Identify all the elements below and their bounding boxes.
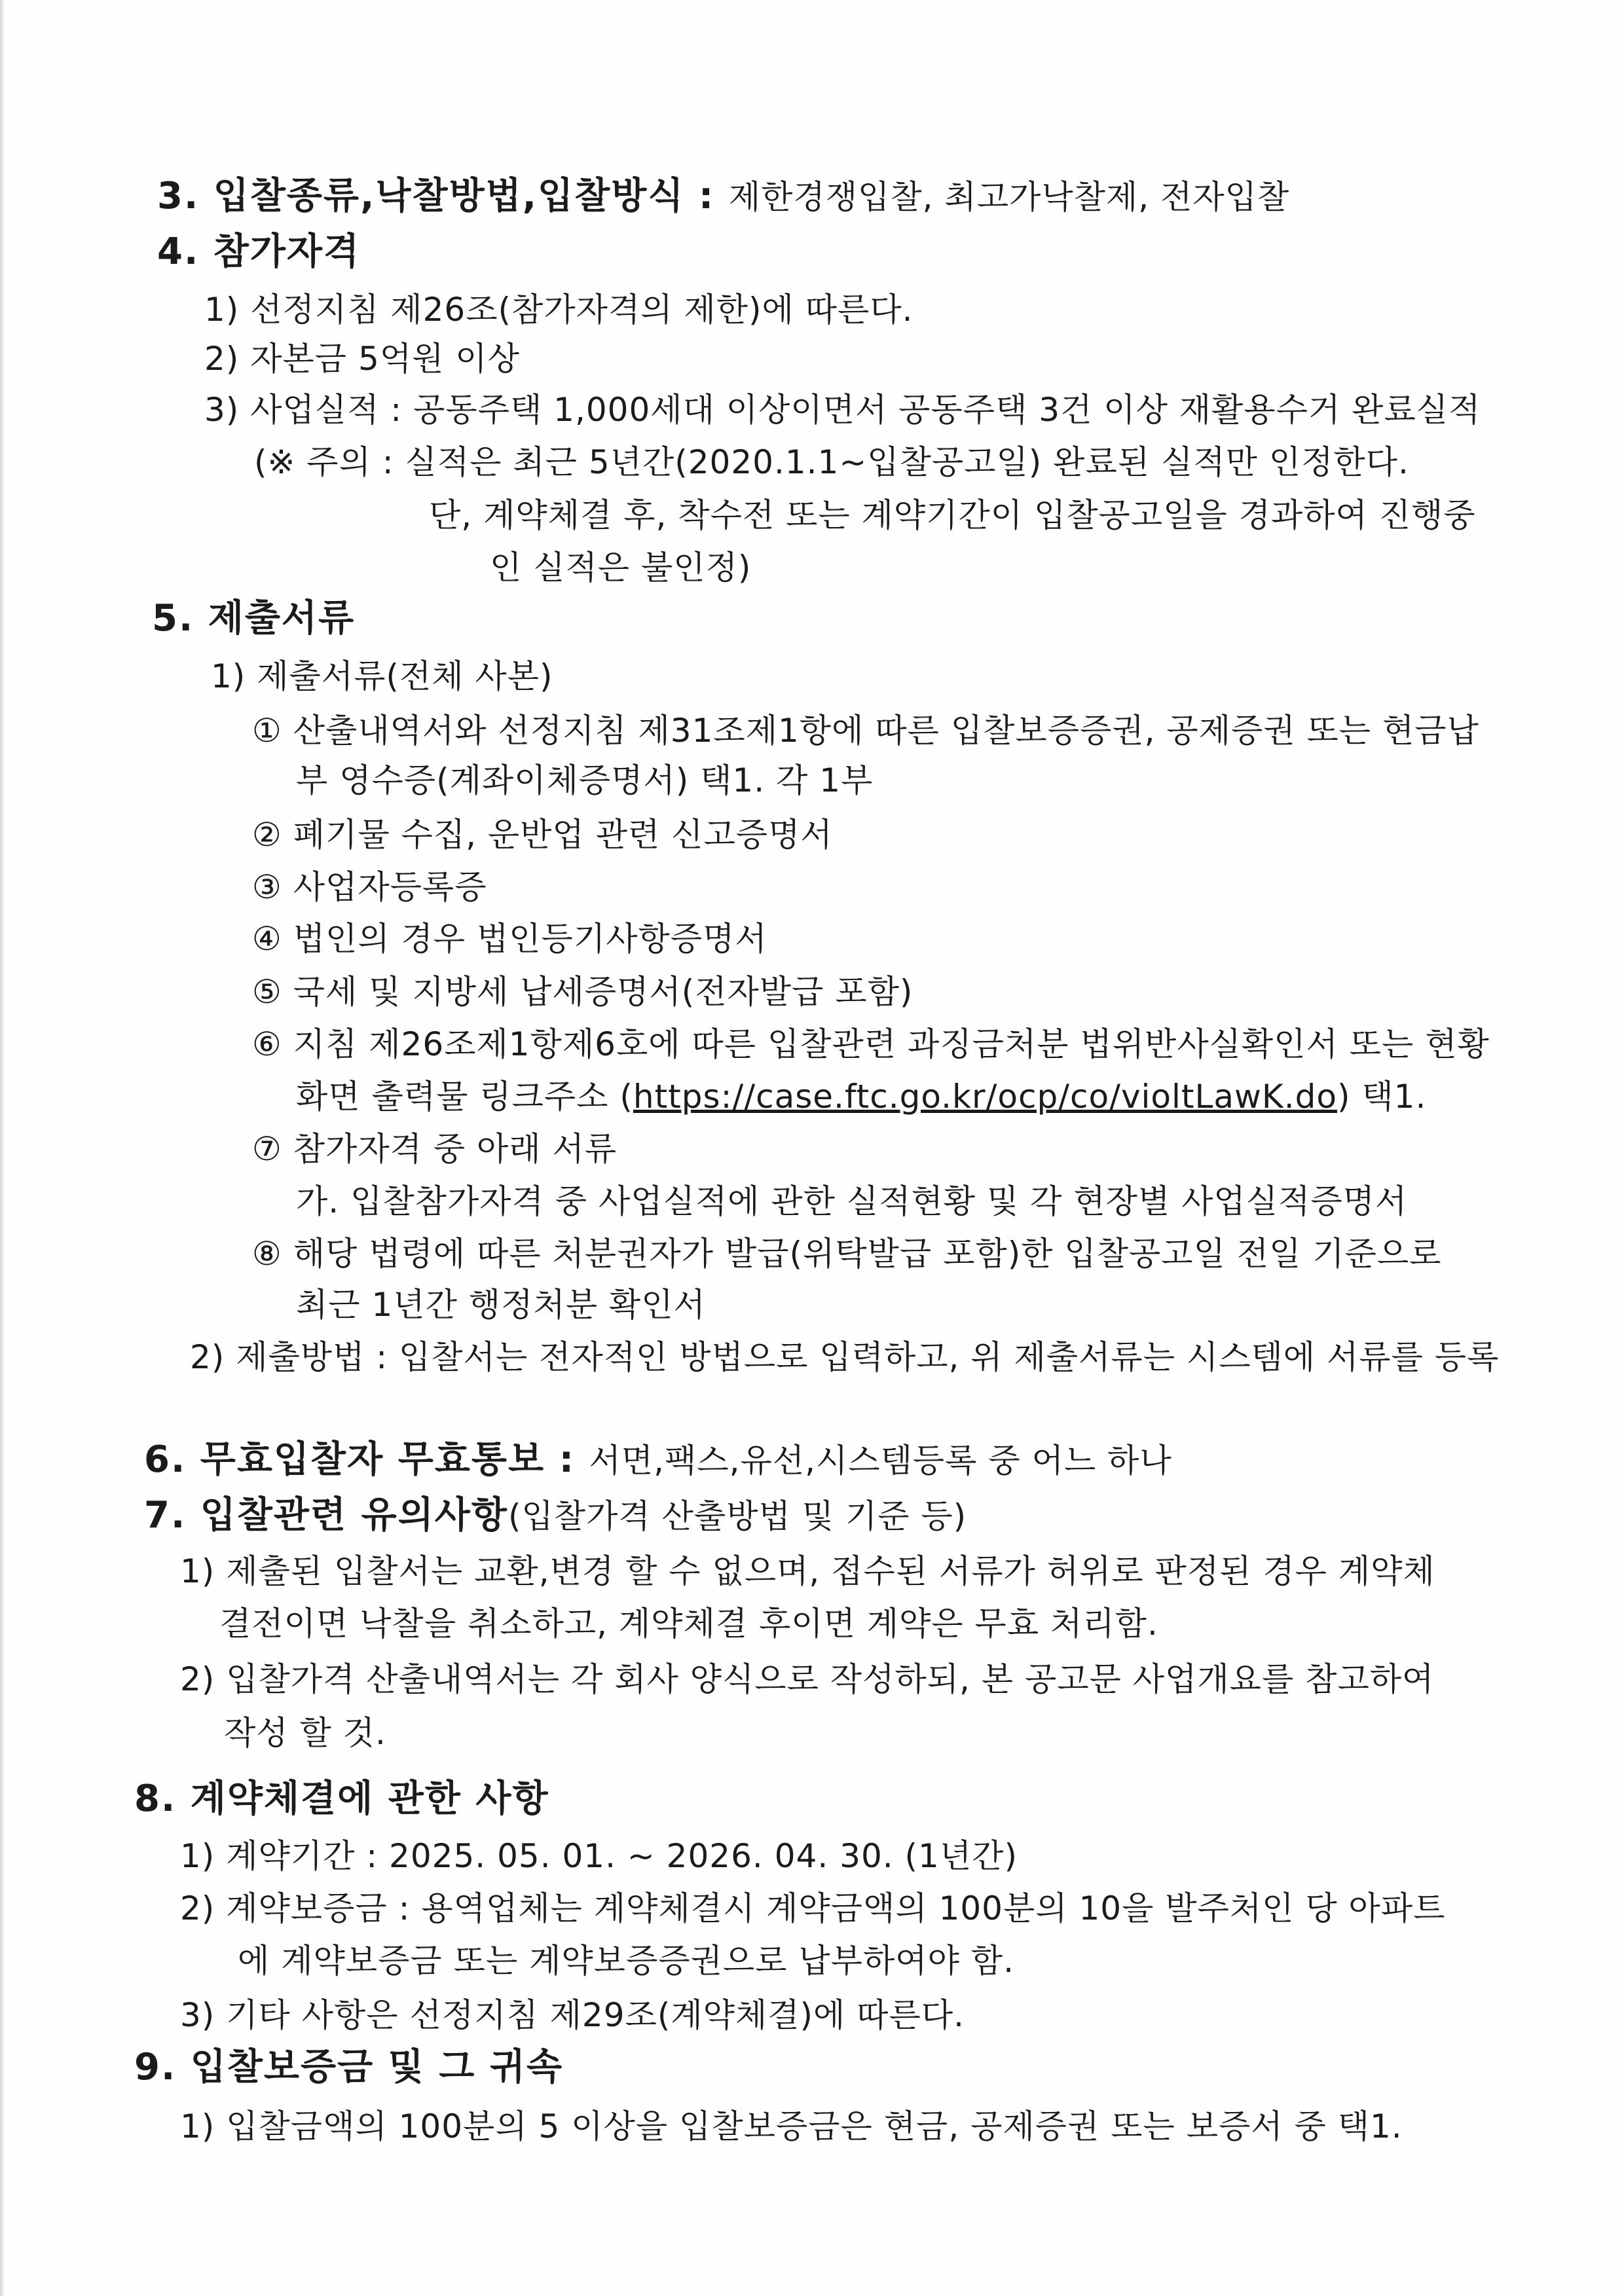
- section-6-heading: 6. 무효입찰자 무효통보 :: [144, 1438, 575, 1481]
- section-7-heading-rest: (입찰가격 산출방법 및 기준 등): [508, 1497, 967, 1535]
- ftc-violation-link[interactable]: https://case.ftc.go.kr/ocp/co/violtLawK.do: [633, 1078, 1337, 1116]
- doc-item-6-suffix: ) 택1.: [1337, 1078, 1427, 1116]
- section-6-content: 서면,팩스,유선,시스템등록 중 어느 하나: [589, 1442, 1172, 1480]
- section-8-item-3: 3) 기타 사항은 선정지침 제29조(계약체결)에 따른다.: [180, 1996, 965, 2034]
- section-7-item-2-line-2: 작성 할 것.: [224, 1714, 386, 1752]
- doc-item-8-line-2: 최근 1년간 행정처분 확인서: [296, 1286, 706, 1324]
- doc-item-6-line-1: ⑥ 지침 제26조제1항제6호에 따른 입찰관련 과징금처분 법위반사실확인서 또는 현황: [252, 1025, 1490, 1063]
- section-4-note-line-3: 인 실적은 불인정): [490, 549, 752, 587]
- section-4-item-3: [204, 390, 1521, 429]
- section-4-item-2: 2) 자본금 5억원 이상: [204, 340, 520, 378]
- section-4-item-3-text: 3) 사업실적 : 공동주택 1,000세대 이상이면서 공동주택 3건 이상 재활용수거 완료실적: [204, 391, 1481, 429]
- section-3-content: 제한경쟁입찰, 최고가낙찰제, 전자입찰: [728, 178, 1290, 216]
- doc-item-2: ② 폐기물 수집, 운반업 관련 신고증명서: [252, 816, 833, 854]
- section-7-item-1-line-2: 결전이면 낙찰을 취소하고, 계약체결 후이면 계약은 무효 처리함.: [219, 1605, 1158, 1643]
- section-5-sub-2: 2) 제출방법 : 입찰서는 전자적인 방법으로 입력하고, 위 제출서류는 시스템에 서류를 등록: [190, 1338, 1500, 1376]
- section-7-item-1-line-1: 1) 제출된 입찰서는 교환,변경 할 수 없으며, 접수된 서류가 허위로 판정된 경우 계약체: [180, 1552, 1435, 1590]
- section-3-row: [157, 177, 1289, 217]
- doc-item-5: ⑤ 국세 및 지방세 납세증명서(전자발급 포함): [252, 973, 913, 1011]
- section-8-item-2-line-2: 에 계약보증금 또는 계약보증증권으로 납부하여야 함.: [238, 1942, 1014, 1980]
- section-9-item-1: 1) 입찰금액의 100분의 5 이상을 입찰보증금은 현금, 공제증권 또는 보증서 중 택1.: [180, 2107, 1403, 2145]
- doc-item-7-sub: 가. 입찰참가자격 중 사업실적에 관한 실적현황 및 각 현장별 사업실적증명서: [296, 1182, 1408, 1220]
- doc-item-4: ④ 법인의 경우 법인등기사항증명서: [252, 920, 767, 958]
- section-7-heading: 7. 입찰관련 유의사항: [144, 1494, 508, 1537]
- doc-item-1-line-2: 부 영수증(계좌이체증명서) 택1. 각 1부: [296, 761, 874, 799]
- doc-item-1-line-1: ① 산출내역서와 선정지침 제31조제1항에 따른 입찰보증증권, 공제증권 또는 현금납: [252, 712, 1479, 750]
- doc-item-6-prefix: 화면 출력물 링크주소 (: [296, 1078, 633, 1116]
- section-4-item-1: 1) 선정지침 제26조(참가자격의 제한)에 따른다.: [204, 291, 913, 329]
- section-4-note-line-2: 단, 계약체결 후, 착수전 또는 계약기간이 입찰공고일을 경과하여 진행중: [429, 496, 1476, 534]
- section-4-heading: 4. 참가자격: [157, 230, 361, 273]
- scan-edge-shadow: [0, 0, 4, 2296]
- section-9-heading: 9. 입찰보증금 및 그 귀속: [134, 2046, 564, 2088]
- doc-item-7: ⑦ 참가자격 중 아래 서류: [252, 1130, 618, 1168]
- section-6-row: [144, 1440, 1172, 1480]
- section-8-item-1: 1) 계약기간 : 2025. 05. 01. ~ 2026. 04. 30. (1년간): [180, 1837, 1018, 1875]
- section-7-item-2-line-1: 2) 입찰가격 산출내역서는 각 회사 양식으로 작성하되, 본 공고문 사업개요를 참고하여: [180, 1660, 1435, 1698]
- section-5-heading: 5. 제출서류: [152, 597, 356, 640]
- section-8-item-2-line-1: 2) 계약보증금 : 용역업체는 계약체결시 계약금액의 100분의 10을 발주처인 당 아파트: [180, 1889, 1446, 1927]
- section-5-sub-1: 1) 제출서류(전체 사본): [211, 657, 553, 695]
- doc-item-8-line-1: ⑧ 해당 법령에 따른 처분권자가 발급(위탁발급 포함)한 입찰공고일 전일 기준으로: [252, 1235, 1442, 1273]
- section-4-note-line-1: (※ 주의 : 실적은 최근 5년간(2020.1.1~입찰공고일) 완료된 실적만 인정한다.: [254, 443, 1409, 481]
- doc-item-3: ③ 사업자등록증: [252, 868, 487, 906]
- section-7-row: [144, 1496, 967, 1536]
- section-3-heading: 3. 입찰종류,낙찰방법,입찰방식 :: [157, 175, 715, 217]
- section-8-heading: 8. 계약체결에 관한 사항: [134, 1777, 549, 1820]
- doc-item-6-line-2: [296, 1077, 1426, 1116]
